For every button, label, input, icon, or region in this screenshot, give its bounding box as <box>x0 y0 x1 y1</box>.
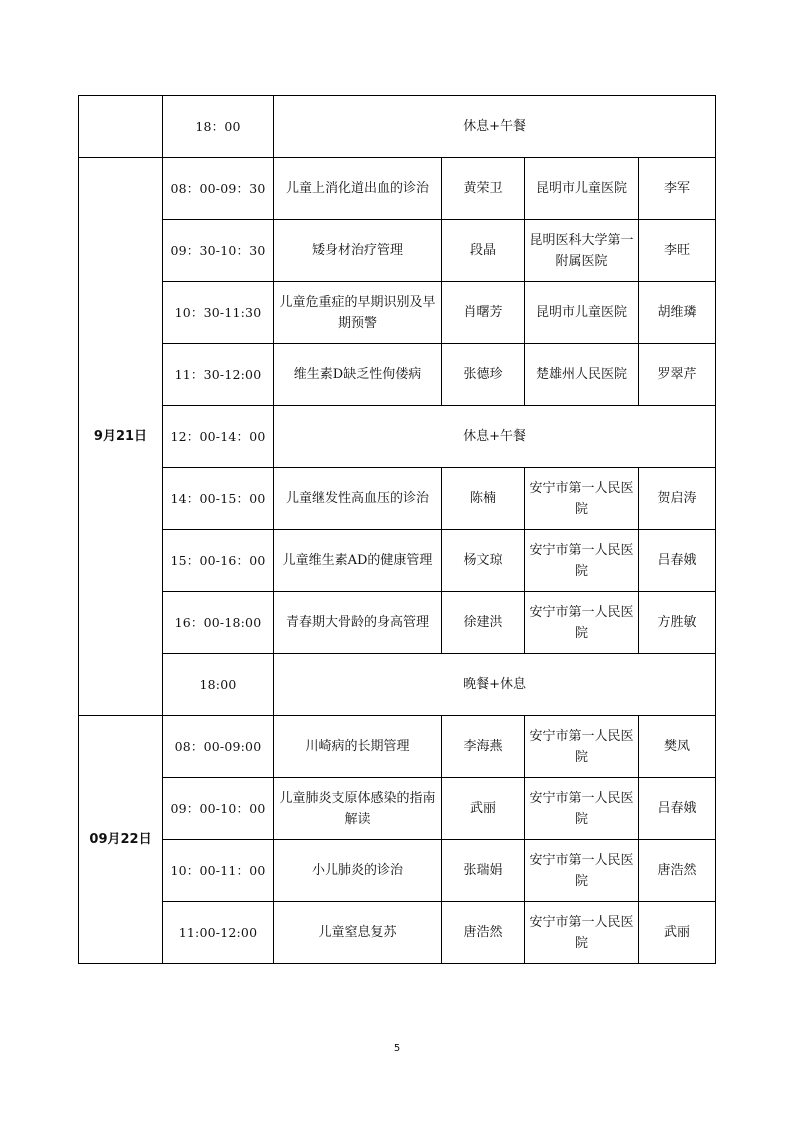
speaker-cell: 陈楠 <box>442 468 525 530</box>
speaker-cell: 李海燕 <box>442 716 525 778</box>
time-cell: 09：00-10：00 <box>163 778 274 840</box>
chair-cell: 吕春娥 <box>639 778 716 840</box>
chair-cell: 贺启涛 <box>639 468 716 530</box>
table-row <box>79 840 716 902</box>
schedule-table <box>78 95 716 964</box>
hospital-cell: 安宁市第一人民医院 <box>525 530 639 592</box>
page-number: 5 <box>393 1043 401 1054</box>
speaker-cell: 武丽 <box>442 778 525 840</box>
speaker-cell: 唐浩然 <box>442 902 525 964</box>
hospital-cell: 楚雄州人民医院 <box>525 344 639 406</box>
hospital-cell: 安宁市第一人民医院 <box>525 902 639 964</box>
chair-cell: 方胜敏 <box>639 592 716 654</box>
hospital-cell: 昆明医科大学第一附属医院 <box>525 220 639 282</box>
speaker-cell: 段晶 <box>442 220 525 282</box>
time-cell: 16：00-18:00 <box>163 592 274 654</box>
table-row <box>79 592 716 654</box>
time-cell: 08：00-09：30 <box>163 158 274 220</box>
speaker-cell: 张瑞娟 <box>442 840 525 902</box>
time-cell: 15：00-16：00 <box>163 530 274 592</box>
hospital-cell: 昆明市儿童医院 <box>525 158 639 220</box>
hospital-cell: 安宁市第一人民医院 <box>525 778 639 840</box>
table-row <box>79 716 716 778</box>
hospital-cell: 安宁市第一人民医院 <box>525 716 639 778</box>
chair-cell: 唐浩然 <box>639 840 716 902</box>
hospital-cell: 安宁市第一人民医院 <box>525 592 639 654</box>
break-cell: 休息+午餐 <box>274 406 716 468</box>
topic-cell: 青春期大骨龄的身高管理 <box>274 592 442 654</box>
table-row <box>79 902 716 964</box>
topic-cell: 儿童维生素AD的健康管理 <box>274 530 442 592</box>
hospital-cell: 安宁市第一人民医院 <box>525 468 639 530</box>
time-cell: 14：00-15：00 <box>163 468 274 530</box>
time-cell: 11:00-12:00 <box>163 902 274 964</box>
time-cell: 10：00-11：00 <box>163 840 274 902</box>
table-row <box>79 530 716 592</box>
speaker-cell: 徐建洪 <box>442 592 525 654</box>
table-row <box>79 406 716 468</box>
time-cell: 08：00-09:00 <box>163 716 274 778</box>
speaker-cell: 杨文琼 <box>442 530 525 592</box>
hospital-cell: 安宁市第一人民医院 <box>525 840 639 902</box>
chair-cell: 吕春娥 <box>639 530 716 592</box>
date-cell <box>79 96 163 158</box>
chair-cell: 李军 <box>639 158 716 220</box>
topic-cell: 维生素D缺乏性佝偻病 <box>274 344 442 406</box>
chair-cell: 罗翠芹 <box>639 344 716 406</box>
topic-cell: 儿童窒息复苏 <box>274 902 442 964</box>
topic-cell: 小儿肺炎的诊治 <box>274 840 442 902</box>
date-cell: 9月21日 <box>79 158 163 716</box>
break-cell: 晚餐+休息 <box>274 654 716 716</box>
topic-cell: 矮身材治疗管理 <box>274 220 442 282</box>
table-row <box>79 220 716 282</box>
topic-cell: 儿童肺炎支原体感染的指南解读 <box>274 778 442 840</box>
table-row <box>79 654 716 716</box>
table-row <box>79 96 716 158</box>
topic-cell: 儿童继发性高血压的诊治 <box>274 468 442 530</box>
speaker-cell: 张德珍 <box>442 344 525 406</box>
speaker-cell: 肖曙芳 <box>442 282 525 344</box>
chair-cell: 武丽 <box>639 902 716 964</box>
table-row <box>79 282 716 344</box>
hospital-cell: 昆明市儿童医院 <box>525 282 639 344</box>
chair-cell: 李旺 <box>639 220 716 282</box>
topic-cell: 川崎病的长期管理 <box>274 716 442 778</box>
topic-cell: 儿童危重症的早期识别及早期预警 <box>274 282 442 344</box>
time-cell: 11：30-12:00 <box>163 344 274 406</box>
table-row <box>79 158 716 220</box>
chair-cell: 胡维璘 <box>639 282 716 344</box>
topic-cell: 儿童上消化道出血的诊治 <box>274 158 442 220</box>
table-row <box>79 778 716 840</box>
break-cell: 休息+午餐 <box>274 96 716 158</box>
chair-cell: 樊凤 <box>639 716 716 778</box>
time-cell: 09：30-10：30 <box>163 220 274 282</box>
time-cell: 18：00 <box>163 96 274 158</box>
time-cell: 10：30-11:30 <box>163 282 274 344</box>
time-cell: 12：00-14：00 <box>163 406 274 468</box>
table-row <box>79 344 716 406</box>
date-cell: 09月22日 <box>79 716 163 964</box>
time-cell: 18:00 <box>163 654 274 716</box>
speaker-cell: 黄荣卫 <box>442 158 525 220</box>
table-row <box>79 468 716 530</box>
